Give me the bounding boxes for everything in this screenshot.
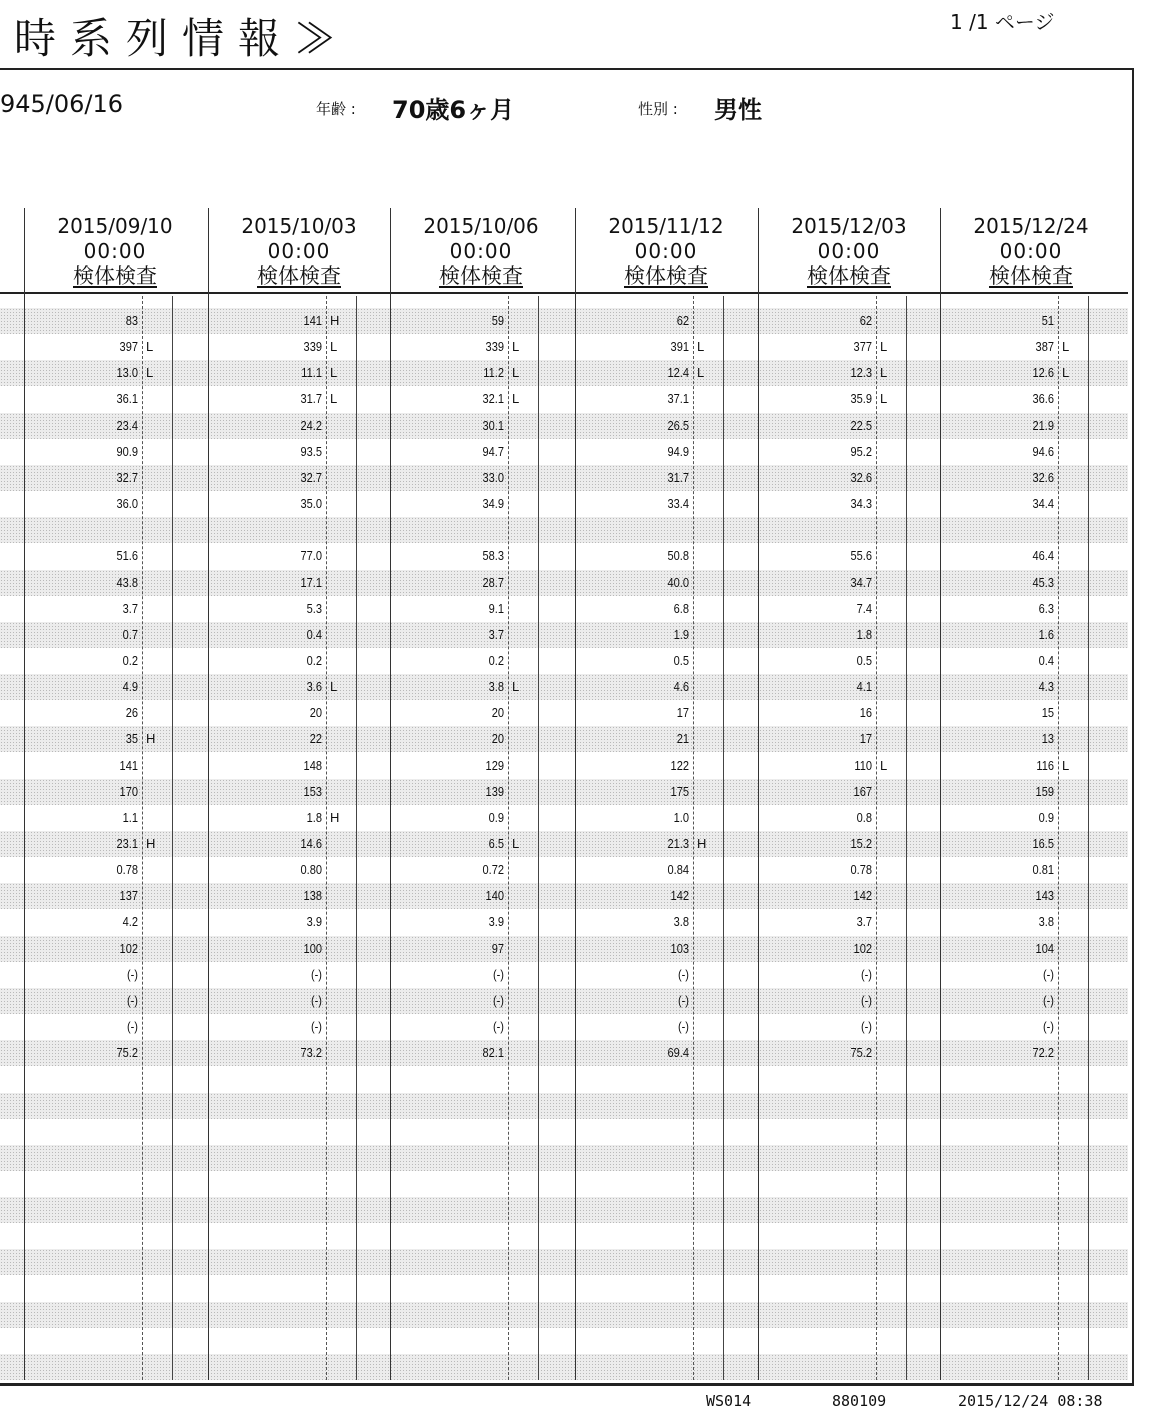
result-value: 36.6 (1032, 391, 1054, 407)
result-value: (-) (677, 1019, 689, 1035)
column-time: 00:00 (449, 239, 513, 263)
result-value: 4.1 (856, 679, 872, 695)
column-date: 2015/12/03 (791, 214, 907, 238)
result-value: (-) (492, 966, 504, 982)
result-value: 1.6 (1038, 626, 1054, 642)
result-value: 175 (670, 783, 689, 799)
result-value: 20 (309, 705, 322, 721)
result-value: 339 (485, 339, 504, 355)
column-separator (940, 208, 941, 1380)
result-value: 17 (859, 731, 872, 747)
result-flag: H (330, 313, 340, 328)
result-flag: L (697, 365, 705, 381)
result-value: 110 (854, 757, 872, 773)
column-time: 00:00 (999, 239, 1063, 263)
result-value: 387 (1035, 339, 1054, 355)
result-value: 22.5 (850, 417, 872, 433)
result-flag: L (880, 757, 888, 773)
result-flag: L (1062, 339, 1070, 355)
result-value: (-) (677, 992, 689, 1008)
result-value: 3.9 (306, 914, 322, 930)
result-value: 116 (1036, 757, 1054, 773)
age-label: 年齢 : (316, 100, 356, 118)
result-value: 62 (859, 313, 872, 328)
result-value: (-) (1042, 1019, 1054, 1035)
result-value: 55.6 (850, 548, 872, 564)
result-flag: L (880, 339, 888, 355)
result-flag: L (697, 339, 705, 355)
result-value: 28.7 (482, 574, 504, 590)
result-value: 43.8 (116, 574, 138, 590)
result-value: (-) (1042, 992, 1054, 1008)
result-value: 69.4 (667, 1045, 689, 1061)
result-value: 20 (491, 731, 504, 747)
result-value: 103 (670, 940, 689, 956)
result-value: 0.80 (300, 862, 322, 878)
result-value: 377 (853, 339, 872, 355)
result-value: 32.6 (850, 469, 872, 485)
result-value: 0.7 (122, 626, 138, 642)
age-value: 70歳6ヶ月 (392, 96, 515, 124)
row-band (0, 1197, 1128, 1223)
result-value: 95.2 (850, 443, 872, 459)
result-value: (-) (126, 966, 138, 982)
report-title: 時系列情報≫ (14, 14, 351, 63)
column-subseparator (723, 296, 724, 1380)
result-value: 26 (125, 705, 138, 721)
column-subseparator (906, 296, 907, 1380)
column-header (390, 214, 572, 289)
result-value: 94.7 (482, 443, 504, 459)
result-value: 0.72 (482, 862, 504, 878)
sex-value: 男性 (714, 96, 762, 124)
column-kind: 検体検査 (989, 264, 1073, 288)
result-value: (-) (492, 1019, 504, 1035)
column-subseparator (538, 296, 539, 1380)
result-value: (-) (126, 992, 138, 1008)
result-value: (-) (310, 966, 322, 982)
result-value: 51.6 (116, 548, 138, 564)
result-value: 3.7 (122, 600, 138, 616)
result-value: 35.0 (300, 496, 322, 512)
result-value: 94.6 (1032, 443, 1054, 459)
column-kind: 検体検査 (807, 264, 891, 288)
result-flag: L (330, 339, 338, 355)
column-separator (390, 208, 391, 1380)
result-value: 51 (1041, 313, 1054, 328)
result-flag: L (1062, 365, 1070, 381)
result-value: 4.2 (122, 914, 138, 930)
result-value: 0.8 (856, 809, 872, 825)
result-value: 45.3 (1032, 574, 1054, 590)
result-value: 143 (1035, 888, 1054, 904)
result-value: 397 (119, 339, 138, 355)
column-time: 00:00 (634, 239, 698, 263)
result-value: 0.5 (856, 652, 872, 668)
result-value: 0.9 (1038, 809, 1054, 825)
column-time: 00:00 (817, 239, 881, 263)
result-value: 30.1 (482, 417, 504, 433)
result-value: 40.0 (667, 574, 689, 590)
result-value: 46.4 (1032, 548, 1054, 564)
result-value: 36.0 (116, 496, 138, 512)
result-value: 77.0 (300, 548, 322, 564)
result-value: 167 (853, 783, 872, 799)
result-value: (-) (677, 966, 689, 982)
result-value: 94.9 (667, 443, 689, 459)
result-value: 148 (303, 757, 322, 773)
column-kind: 検体検査 (257, 264, 341, 288)
result-value: (-) (310, 1019, 322, 1035)
value-flag-divider (326, 296, 327, 1380)
result-value: 141 (119, 757, 138, 773)
result-value: 1.8 (306, 809, 322, 825)
result-value: 129 (485, 757, 504, 773)
result-value: 100 (303, 940, 322, 956)
column-date: 2015/11/12 (608, 214, 724, 238)
result-value: 12.3 (850, 365, 872, 381)
value-flag-divider (142, 296, 143, 1380)
result-value: 36.1 (116, 391, 138, 407)
column-kind: 検体検査 (439, 264, 523, 288)
result-flag: L (330, 391, 338, 407)
result-value: 16 (859, 705, 872, 721)
result-value: 31.7 (300, 391, 322, 407)
result-value: 33.0 (482, 469, 504, 485)
result-value: 141 (303, 313, 322, 328)
result-value: (-) (310, 992, 322, 1008)
result-value: 23.1 (116, 836, 138, 851)
result-value: 104 (1035, 940, 1054, 956)
column-header (24, 214, 206, 289)
result-flag: H (330, 809, 340, 825)
result-value: 16.5 (1032, 836, 1054, 851)
result-value: 32.7 (300, 469, 322, 485)
result-value: 6.5 (488, 836, 504, 851)
result-value: 37.1 (667, 391, 689, 407)
result-value: 17 (676, 705, 689, 721)
result-value: 4.3 (1038, 679, 1054, 695)
result-value: 1.9 (673, 626, 689, 642)
column-date: 2015/10/06 (423, 214, 539, 238)
result-value: 58.3 (482, 548, 504, 564)
result-value: 22 (309, 731, 322, 747)
result-value: (-) (860, 1019, 872, 1035)
column-header (575, 214, 757, 289)
result-value: 9.1 (488, 600, 504, 616)
result-flag: L (512, 339, 520, 355)
result-value: 75.2 (850, 1045, 872, 1061)
result-value: 0.81 (1032, 862, 1054, 878)
value-flag-divider (508, 296, 509, 1380)
result-value: 21 (676, 731, 689, 747)
result-flag: H (146, 731, 156, 747)
result-value: 142 (670, 888, 689, 904)
result-value: 34.4 (1032, 496, 1054, 512)
result-value: 137 (119, 888, 138, 904)
result-value: 34.7 (850, 574, 872, 590)
result-flag: L (330, 679, 338, 695)
result-flag: L (330, 365, 338, 381)
result-value: 139 (485, 783, 504, 799)
result-value: 20 (491, 705, 504, 721)
result-value: 35 (125, 731, 138, 747)
column-kind: 検体検査 (624, 264, 708, 288)
result-flag: L (146, 339, 154, 355)
result-flag: L (146, 365, 154, 381)
result-value: 15.2 (850, 836, 872, 851)
page-indicator: 1 /1 ページ (950, 10, 1055, 34)
result-value: 3.8 (488, 679, 504, 695)
result-value: 0.2 (122, 652, 138, 668)
result-value: 3.8 (673, 914, 689, 930)
column-separator (758, 208, 759, 1380)
result-value: 59 (491, 313, 504, 328)
column-subseparator (356, 296, 357, 1380)
result-flag: L (512, 679, 520, 695)
result-value: 142 (853, 888, 872, 904)
result-value: 391 (670, 339, 689, 355)
result-value: 12.4 (667, 365, 689, 381)
result-value: 0.78 (850, 862, 872, 878)
result-value: 0.78 (116, 862, 138, 878)
row-band (0, 517, 1128, 543)
result-value: 3.6 (306, 679, 322, 695)
column-date: 2015/12/24 (973, 214, 1089, 238)
result-value: (-) (492, 992, 504, 1008)
result-value: 1.8 (856, 626, 872, 642)
column-header (940, 214, 1122, 289)
result-value: 97 (491, 940, 504, 956)
result-value: 0.2 (306, 652, 322, 668)
result-value: 0.9 (488, 809, 504, 825)
column-date: 2015/10/03 (241, 214, 357, 238)
result-value: 93.5 (300, 443, 322, 459)
result-value: 1.0 (673, 809, 689, 825)
column-separator (24, 208, 25, 1380)
value-flag-divider (693, 296, 694, 1380)
result-value: 102 (853, 940, 872, 956)
result-flag: H (146, 836, 156, 851)
result-value: 72.2 (1032, 1045, 1054, 1061)
result-value: 153 (303, 783, 322, 799)
result-value: 73.2 (300, 1045, 322, 1061)
result-value: 14.6 (300, 836, 322, 851)
result-flag: L (512, 391, 520, 407)
row-band (0, 1302, 1128, 1328)
result-value: 17.1 (300, 574, 322, 590)
result-value: 34.3 (850, 496, 872, 512)
footer-terminal: WS014 (706, 1392, 752, 1410)
column-separator (208, 208, 209, 1380)
result-value: 3.7 (488, 626, 504, 642)
result-value: 4.6 (673, 679, 689, 695)
result-value: (-) (1042, 966, 1054, 982)
result-value: 13.0 (116, 365, 138, 381)
column-time: 00:00 (267, 239, 331, 263)
result-flag: L (512, 365, 520, 381)
result-value: 3.7 (856, 914, 872, 930)
result-value: 82.1 (482, 1045, 504, 1061)
result-value: 138 (303, 888, 322, 904)
result-value: 13 (1041, 731, 1054, 747)
result-value: 7.4 (856, 600, 872, 616)
footer-code: 880109 (832, 1392, 887, 1410)
column-subseparator (172, 296, 173, 1380)
result-value: 0.5 (673, 652, 689, 668)
result-value: 21.3 (667, 836, 689, 851)
result-value: 15 (1041, 705, 1054, 721)
result-value: 83 (125, 313, 138, 328)
column-separator (575, 208, 576, 1380)
result-value: 31.7 (667, 469, 689, 485)
result-value: 24.2 (300, 417, 322, 433)
result-flag: H (697, 836, 707, 851)
result-value: 3.9 (488, 914, 504, 930)
result-value: 23.4 (116, 417, 138, 433)
result-value: 35.9 (850, 391, 872, 407)
result-value: 32.7 (116, 469, 138, 485)
row-band (0, 1145, 1128, 1171)
result-value: 5.3 (306, 600, 322, 616)
result-flag: L (1062, 757, 1070, 773)
result-value: 12.6 (1032, 365, 1054, 381)
patient-dob: 945/06/16 (0, 90, 124, 118)
result-value: 11.2 (483, 365, 504, 381)
result-value: 32.1 (482, 391, 504, 407)
result-value: 4.9 (122, 679, 138, 695)
result-value: 339 (303, 339, 322, 355)
result-flag: L (880, 391, 888, 407)
result-value: 3.8 (1038, 914, 1054, 930)
row-band (0, 1093, 1128, 1119)
result-value: 21.9 (1032, 417, 1054, 433)
column-header (758, 214, 940, 289)
result-value: 102 (119, 940, 138, 956)
result-value: 62 (676, 313, 689, 328)
result-value: 0.4 (306, 626, 322, 642)
result-value: 1.1 (122, 809, 138, 825)
result-value: 26.5 (667, 417, 689, 433)
result-value: (-) (860, 992, 872, 1008)
column-time: 00:00 (83, 239, 147, 263)
result-value: 11.1 (301, 365, 322, 381)
result-value: 140 (485, 888, 504, 904)
value-flag-divider (876, 296, 877, 1380)
result-value: (-) (126, 1019, 138, 1035)
result-value: 159 (1035, 783, 1054, 799)
column-header (208, 214, 390, 289)
row-band (0, 1249, 1128, 1275)
result-value: 34.9 (482, 496, 504, 512)
row-band (0, 1354, 1128, 1380)
result-value: 170 (119, 783, 138, 799)
result-value: 75.2 (116, 1045, 138, 1061)
result-value: 32.6 (1032, 469, 1054, 485)
column-subseparator (1088, 296, 1089, 1380)
result-value: 122 (670, 757, 689, 773)
result-value: 6.8 (673, 600, 689, 616)
result-value: 0.84 (667, 862, 689, 878)
header-rule (0, 292, 1128, 294)
result-value: 0.4 (1038, 652, 1054, 668)
result-flag: L (512, 836, 520, 851)
result-value: 6.3 (1038, 600, 1054, 616)
result-value: (-) (860, 966, 872, 982)
value-flag-divider (1058, 296, 1059, 1380)
result-value: 90.9 (116, 443, 138, 459)
result-value: 33.4 (667, 496, 689, 512)
sex-label: 性別 : (638, 100, 678, 118)
result-flag: L (880, 365, 888, 381)
footer-printed-at: 2015/12/24 08:38 (958, 1392, 1103, 1410)
results-table (0, 208, 1128, 1380)
column-kind: 検体検査 (73, 264, 157, 288)
result-value: 50.8 (667, 548, 689, 564)
column-date: 2015/09/10 (57, 214, 173, 238)
result-value: 0.2 (488, 652, 504, 668)
